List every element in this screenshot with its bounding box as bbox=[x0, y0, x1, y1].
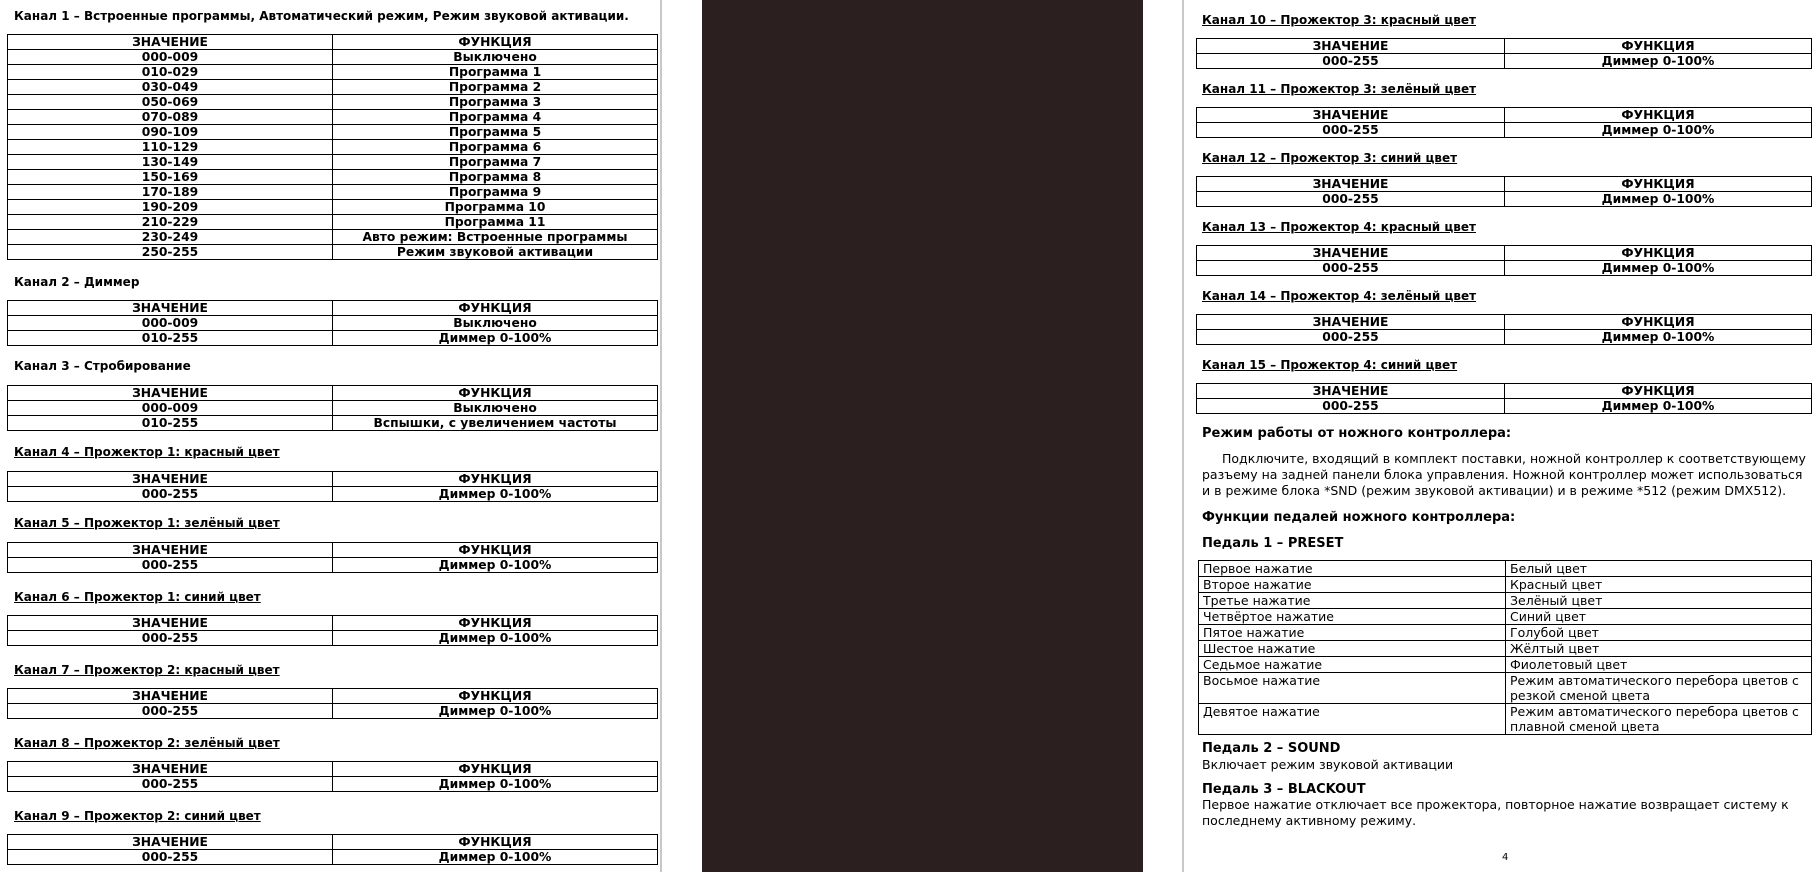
value-cell: 000-009 bbox=[8, 401, 333, 416]
table-row bbox=[8, 331, 658, 346]
color-mode: Голубой цвет bbox=[1506, 625, 1812, 641]
channel-6-table bbox=[7, 615, 658, 646]
table-row bbox=[1197, 261, 1812, 276]
table-row bbox=[8, 110, 658, 125]
channel-4-table bbox=[7, 471, 658, 502]
table-header-row bbox=[8, 386, 658, 401]
channel-10-table bbox=[1196, 38, 1812, 69]
function-cell: Программа 9 bbox=[333, 185, 658, 200]
table-row bbox=[8, 80, 658, 95]
value-cell: 000-255 bbox=[1197, 261, 1505, 276]
column-header-value: ЗНАЧЕНИЕ bbox=[1197, 315, 1505, 330]
table-row bbox=[8, 155, 658, 170]
function-cell: Выключено bbox=[333, 316, 658, 331]
dark-background-panel bbox=[702, 0, 1143, 872]
channel-13-table bbox=[1196, 245, 1812, 276]
table-row bbox=[1197, 54, 1812, 69]
function-cell: Программа 5 bbox=[333, 125, 658, 140]
table-row bbox=[8, 140, 658, 155]
column-header-function: ФУНКЦИЯ bbox=[333, 301, 658, 316]
pedal-3-heading: Педаль 3 – BLACKOUT bbox=[1202, 782, 1366, 797]
table-row bbox=[1197, 192, 1812, 207]
column-header-value: ЗНАЧЕНИЕ bbox=[8, 35, 333, 50]
press-label: Девятое нажатие bbox=[1199, 704, 1506, 735]
function-cell: Программа 11 bbox=[333, 215, 658, 230]
function-cell: Диммер 0-100% bbox=[1505, 54, 1812, 69]
value-cell: 090-109 bbox=[8, 125, 333, 140]
function-cell: Выключено bbox=[333, 50, 658, 65]
table-header-row bbox=[8, 616, 658, 631]
channel-13-heading: Канал 13 – Прожектор 4: красный цвет bbox=[1202, 220, 1476, 234]
value-cell: 000-255 bbox=[8, 704, 333, 719]
channel-6-heading: Канал 6 – Прожектор 1: синий цвет bbox=[14, 590, 261, 604]
function-cell: Программа 3 bbox=[333, 95, 658, 110]
table-header-row bbox=[1197, 177, 1812, 192]
column-header-value: ЗНАЧЕНИЕ bbox=[1197, 177, 1505, 192]
color-mode: Красный цвет bbox=[1506, 577, 1812, 593]
channel-9-table bbox=[7, 834, 658, 865]
page-gap bbox=[1143, 0, 1182, 872]
table-header-row bbox=[1197, 39, 1812, 54]
table-row bbox=[8, 487, 658, 502]
table-row bbox=[8, 200, 658, 215]
function-cell: Диммер 0-100% bbox=[1505, 261, 1812, 276]
channel-8-table bbox=[7, 761, 658, 792]
column-header-value: ЗНАЧЕНИЕ bbox=[1197, 39, 1505, 54]
column-header-function: ФУНКЦИЯ bbox=[333, 386, 658, 401]
press-label: Четвёртое нажатие bbox=[1199, 609, 1506, 625]
column-header-function: ФУНКЦИЯ bbox=[333, 689, 658, 704]
function-cell: Диммер 0-100% bbox=[1505, 123, 1812, 138]
channel-8-heading: Канал 8 – Прожектор 2: зелёный цвет bbox=[14, 736, 280, 750]
color-mode: Фиолетовый цвет bbox=[1506, 657, 1812, 673]
table-header-row bbox=[1197, 384, 1812, 399]
function-cell: Программа 1 bbox=[333, 65, 658, 80]
column-header-function: ФУНКЦИЯ bbox=[1505, 108, 1812, 123]
table-header-row bbox=[8, 543, 658, 558]
table-row bbox=[1199, 625, 1812, 641]
table-row bbox=[1199, 609, 1812, 625]
column-header-value: ЗНАЧЕНИЕ bbox=[1197, 108, 1505, 123]
table-row bbox=[1199, 593, 1812, 609]
function-cell: Вспышки, с увеличением частоты bbox=[333, 416, 658, 431]
column-header-function: ФУНКЦИЯ bbox=[1505, 246, 1812, 261]
table-header-row bbox=[8, 762, 658, 777]
function-cell: Авто режим: Встроенные программы bbox=[333, 230, 658, 245]
table-row bbox=[1197, 123, 1812, 138]
pedal-functions-heading: Функции педалей ножного контроллера: bbox=[1202, 510, 1516, 525]
foot-controller-heading: Режим работы от ножного контроллера: bbox=[1202, 426, 1512, 441]
value-cell: 000-009 bbox=[8, 316, 333, 331]
column-header-value: ЗНАЧЕНИЕ bbox=[1197, 384, 1505, 399]
value-cell: 010-029 bbox=[8, 65, 333, 80]
channel-3-heading: Канал 3 – Стробирование bbox=[14, 359, 191, 373]
value-cell: 000-255 bbox=[1197, 399, 1505, 414]
table-row bbox=[8, 401, 658, 416]
table-row bbox=[8, 170, 658, 185]
left-page bbox=[0, 0, 662, 872]
table-row bbox=[8, 50, 658, 65]
table-row bbox=[8, 65, 658, 80]
table-row bbox=[1199, 641, 1812, 657]
value-cell: 170-189 bbox=[8, 185, 333, 200]
value-cell: 070-089 bbox=[8, 110, 333, 125]
function-cell: Программа 6 bbox=[333, 140, 658, 155]
value-cell: 000-255 bbox=[8, 777, 333, 792]
function-cell: Диммер 0-100% bbox=[333, 850, 658, 865]
channel-12-table bbox=[1196, 176, 1812, 207]
value-cell: 000-255 bbox=[8, 850, 333, 865]
table-header-row bbox=[8, 35, 658, 50]
column-header-function: ФУНКЦИЯ bbox=[1505, 315, 1812, 330]
column-header-function: ФУНКЦИЯ bbox=[1505, 39, 1812, 54]
press-label: Седьмое нажатие bbox=[1199, 657, 1506, 673]
channel-3-table bbox=[7, 385, 658, 431]
table-row bbox=[8, 230, 658, 245]
channel-11-table bbox=[1196, 107, 1812, 138]
function-cell: Диммер 0-100% bbox=[333, 558, 658, 573]
channel-7-heading: Канал 7 – Прожектор 2: красный цвет bbox=[14, 663, 280, 677]
function-cell: Выключено bbox=[333, 401, 658, 416]
table-row bbox=[8, 95, 658, 110]
channel-15-heading: Канал 15 – Прожектор 4: синий цвет bbox=[1202, 358, 1458, 372]
table-row bbox=[1199, 657, 1812, 673]
value-cell: 000-255 bbox=[8, 487, 333, 502]
function-cell: Программа 8 bbox=[333, 170, 658, 185]
channel-2-table bbox=[7, 300, 658, 346]
pedal-2-heading: Педаль 2 – SOUND bbox=[1202, 741, 1341, 756]
column-header-value: ЗНАЧЕНИЕ bbox=[8, 386, 333, 401]
function-cell: Режим звуковой активации bbox=[333, 245, 658, 260]
table-header-row bbox=[8, 835, 658, 850]
value-cell: 000-255 bbox=[1197, 123, 1505, 138]
table-row bbox=[8, 631, 658, 646]
value-cell: 010-255 bbox=[8, 331, 333, 346]
function-cell: Диммер 0-100% bbox=[1505, 330, 1812, 345]
page-number: 4 bbox=[1502, 852, 1509, 863]
channel-10-heading: Канал 10 – Прожектор 3: красный цвет bbox=[1202, 13, 1476, 27]
function-cell: Диммер 0-100% bbox=[1505, 192, 1812, 207]
function-cell: Диммер 0-100% bbox=[333, 704, 658, 719]
channel-12-heading: Канал 12 – Прожектор 3: синий цвет bbox=[1202, 151, 1458, 165]
column-header-value: ЗНАЧЕНИЕ bbox=[8, 616, 333, 631]
table-header-row bbox=[8, 301, 658, 316]
channel-11-heading: Канал 11 – Прожектор 3: зелёный цвет bbox=[1202, 82, 1477, 96]
value-cell: 000-255 bbox=[8, 631, 333, 646]
table-row bbox=[8, 558, 658, 573]
function-cell: Диммер 0-100% bbox=[333, 487, 658, 502]
function-cell: Диммер 0-100% bbox=[1505, 399, 1812, 414]
color-mode: Белый цвет bbox=[1506, 561, 1812, 577]
foot-controller-paragraph: Подключите, входящий в комплект поставки, ножной контроллер к соответствующему разъему на задней панели блока управления. Ножной контроллер может использоваться и в режиме блока *SND (режим звуковой активации) и в режиме *512 (режим DMX512). bbox=[1202, 451, 1806, 498]
channel-5-table bbox=[7, 542, 658, 573]
press-label: Пятое нажатие bbox=[1199, 625, 1506, 641]
channel-9-heading: Канал 9 – Прожектор 2: синий цвет bbox=[14, 809, 261, 823]
value-cell: 230-249 bbox=[8, 230, 333, 245]
value-cell: 010-255 bbox=[8, 416, 333, 431]
pedal-2-text: Включает режим звуковой активации bbox=[1202, 757, 1454, 772]
table-row bbox=[1197, 399, 1812, 414]
column-header-value: ЗНАЧЕНИЕ bbox=[8, 472, 333, 487]
value-cell: 130-149 bbox=[8, 155, 333, 170]
channel-14-heading: Канал 14 – Прожектор 4: зелёный цвет bbox=[1202, 289, 1477, 303]
table-row bbox=[8, 316, 658, 331]
channel-4-heading: Канал 4 – Прожектор 1: красный цвет bbox=[14, 445, 280, 459]
column-header-value: ЗНАЧЕНИЕ bbox=[8, 543, 333, 558]
color-mode: Режим автоматического перебора цветов с резкой сменой цвета bbox=[1506, 673, 1812, 704]
table-row bbox=[1199, 673, 1812, 704]
color-mode: Жёлтый цвет bbox=[1506, 641, 1812, 657]
column-header-function: ФУНКЦИЯ bbox=[333, 616, 658, 631]
press-label: Третье нажатие bbox=[1199, 593, 1506, 609]
channel-5-heading: Канал 5 – Прожектор 1: зелёный цвет bbox=[14, 516, 280, 530]
value-cell: 000-255 bbox=[8, 558, 333, 573]
table-header-row bbox=[1197, 246, 1812, 261]
color-mode: Режим автоматического перебора цветов с плавной сменой цвета bbox=[1506, 704, 1812, 735]
table-row bbox=[8, 185, 658, 200]
table-header-row bbox=[8, 689, 658, 704]
function-cell: Программа 2 bbox=[333, 80, 658, 95]
press-label: Второе нажатие bbox=[1199, 577, 1506, 593]
value-cell: 150-169 bbox=[8, 170, 333, 185]
value-cell: 110-129 bbox=[8, 140, 333, 155]
value-cell: 000-009 bbox=[8, 50, 333, 65]
table-row bbox=[1199, 577, 1812, 593]
table-row bbox=[8, 850, 658, 865]
page-gap bbox=[662, 0, 702, 872]
column-header-function: ФУНКЦИЯ bbox=[1505, 384, 1812, 399]
table-header-row bbox=[8, 472, 658, 487]
column-header-function: ФУНКЦИЯ bbox=[1505, 177, 1812, 192]
table-row bbox=[1197, 330, 1812, 345]
function-cell: Диммер 0-100% bbox=[333, 331, 658, 346]
column-header-value: ЗНАЧЕНИЕ bbox=[1197, 246, 1505, 261]
value-cell: 050-069 bbox=[8, 95, 333, 110]
color-mode: Синий цвет bbox=[1506, 609, 1812, 625]
function-cell: Программа 10 bbox=[333, 200, 658, 215]
value-cell: 030-049 bbox=[8, 80, 333, 95]
function-cell: Диммер 0-100% bbox=[333, 631, 658, 646]
table-row bbox=[1199, 561, 1812, 577]
channel-15-table bbox=[1196, 383, 1812, 414]
table-row bbox=[8, 704, 658, 719]
value-cell: 000-255 bbox=[1197, 54, 1505, 69]
function-cell: Программа 7 bbox=[333, 155, 658, 170]
function-cell: Диммер 0-100% bbox=[333, 777, 658, 792]
right-page bbox=[1182, 0, 1818, 872]
channel-7-table bbox=[7, 688, 658, 719]
table-header-row bbox=[1197, 108, 1812, 123]
press-label: Восьмое нажатие bbox=[1199, 673, 1506, 704]
table-row bbox=[1199, 704, 1812, 735]
channel-14-table bbox=[1196, 314, 1812, 345]
column-header-function: ФУНКЦИЯ bbox=[333, 472, 658, 487]
table-row bbox=[8, 215, 658, 230]
value-cell: 000-255 bbox=[1197, 192, 1505, 207]
column-header-function: ФУНКЦИЯ bbox=[333, 762, 658, 777]
function-cell: Программа 4 bbox=[333, 110, 658, 125]
table-row bbox=[8, 416, 658, 431]
press-label: Шестое нажатие bbox=[1199, 641, 1506, 657]
channel-1-heading: Канал 1 – Встроенные программы, Автоматический режим, Режим звуковой активации. bbox=[14, 9, 629, 23]
column-header-value: ЗНАЧЕНИЕ bbox=[8, 301, 333, 316]
column-header-value: ЗНАЧЕНИЕ bbox=[8, 762, 333, 777]
table-row bbox=[8, 777, 658, 792]
press-label: Первое нажатие bbox=[1199, 561, 1506, 577]
color-mode: Зелёный цвет bbox=[1506, 593, 1812, 609]
channel-2-heading: Канал 2 – Диммер bbox=[14, 275, 140, 289]
value-cell: 210-229 bbox=[8, 215, 333, 230]
pedal-1-table bbox=[1198, 560, 1812, 735]
column-header-value: ЗНАЧЕНИЕ bbox=[8, 835, 333, 850]
table-row bbox=[8, 125, 658, 140]
pedal-3-text: Первое нажатие отключает все прожектора, повторное нажатие возвращает систему к последнему активному режиму. bbox=[1202, 797, 1789, 828]
channel-1-table bbox=[7, 34, 658, 260]
value-cell: 250-255 bbox=[8, 245, 333, 260]
pedal-1-heading: Педаль 1 – PRESET bbox=[1202, 536, 1344, 551]
table-row bbox=[8, 245, 658, 260]
column-header-function: ФУНКЦИЯ bbox=[333, 835, 658, 850]
value-cell: 190-209 bbox=[8, 200, 333, 215]
table-header-row bbox=[1197, 315, 1812, 330]
value-cell: 000-255 bbox=[1197, 330, 1505, 345]
column-header-value: ЗНАЧЕНИЕ bbox=[8, 689, 333, 704]
column-header-function: ФУНКЦИЯ bbox=[333, 543, 658, 558]
column-header-function: ФУНКЦИЯ bbox=[333, 35, 658, 50]
